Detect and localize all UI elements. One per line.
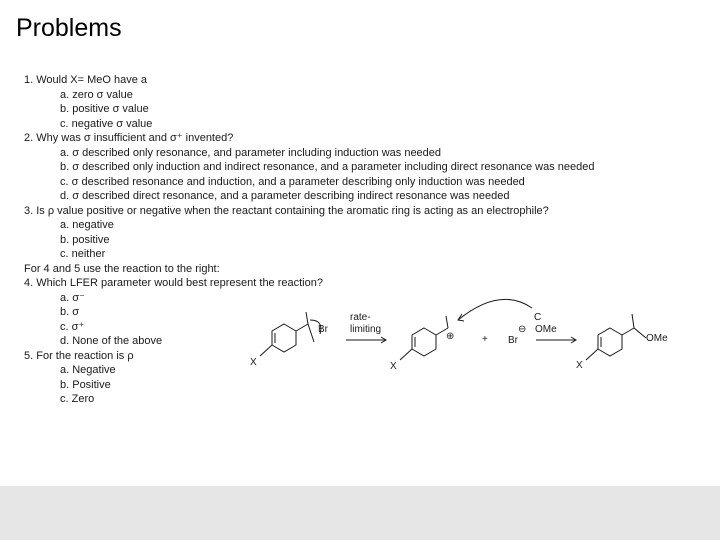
answer-option: c. Zero (60, 393, 95, 405)
cation-ring (412, 328, 436, 356)
methoxide-label: OMe (535, 324, 557, 335)
attack-label: C (534, 312, 542, 323)
question-line: 4. Which LFER parameter would best represent the reaction? (24, 277, 323, 289)
anion-charge: ⊖ (518, 324, 527, 335)
question-line: 2. Why was σ insufficient and σ⁺ invented? (24, 132, 234, 144)
curved-arrow-2 (458, 299, 532, 320)
reactant-methyl-bond (306, 312, 308, 324)
product-x-bond (586, 349, 598, 360)
cation-charge: ⊕ (446, 331, 455, 342)
question-line: 1. Would X= MeO have a (24, 74, 148, 86)
answer-option: b. σ described only induction and indirect resonance, and a parameter including direct resonance was needed (60, 161, 595, 173)
answer-option: c. neither (60, 248, 106, 260)
answer-option: b. Positive (60, 378, 111, 391)
answer-option: c. σ described resonance and induction, and a parameter describing only induction was needed (60, 175, 525, 188)
answer-option: b. σ (60, 306, 80, 318)
reactant-substituent-label: X (250, 357, 257, 368)
answer-option: d. None of the above (60, 335, 163, 347)
answer-option: a. Negative (60, 364, 116, 376)
product-bond-to-c (622, 328, 634, 335)
product-ring (598, 328, 622, 356)
question-line: For 4 and 5 use the reaction to the right: (24, 262, 220, 275)
cation-methyl-bond (446, 316, 448, 328)
product-c-ome-bond (634, 328, 646, 338)
arrow-label-limiting: limiting (350, 324, 382, 335)
answer-option: c. σ⁺ (60, 320, 85, 333)
reactant-ring (272, 324, 296, 352)
reactant-x-bond (260, 345, 272, 356)
bromide-label: Br (508, 335, 518, 346)
reactant-bond-to-c (296, 324, 308, 331)
question-line: 3. Is ρ value positive or negative when the reactant containing the aromatic ring is acting as an electrophile? (24, 204, 549, 217)
slide-title: Problems (16, 14, 122, 42)
answer-option: b. positive σ value (60, 103, 149, 115)
answer-option: a. zero σ value (60, 88, 133, 101)
product-group-label: OMe (646, 333, 668, 344)
reactant-c-br-bond (308, 324, 314, 342)
answer-option: c. negative σ value (60, 117, 153, 130)
answer-option: a. negative (60, 219, 114, 231)
answer-option: a. σ described only resonance, and parameter including induction was needed (60, 146, 442, 159)
answer-option: a. σ⁻ (60, 291, 85, 304)
cation-substituent-label: X (390, 361, 397, 372)
answer-option: d. σ described direct resonance, and a parameter describing indirect resonance was needed (60, 190, 510, 202)
plus-sign: + (482, 334, 488, 345)
slide-footer-bar (0, 486, 720, 540)
product-substituent-label: X (576, 360, 583, 371)
arrow-label-rate: rate- (350, 312, 371, 323)
reaction-scheme (240, 290, 680, 380)
leaving-group-label: Br (318, 324, 328, 335)
answer-option: b. positive (60, 233, 110, 246)
product-methyl-bond (632, 314, 634, 328)
cation-x-bond (400, 349, 412, 360)
question-line: 5. For the reaction is ρ (24, 349, 134, 362)
